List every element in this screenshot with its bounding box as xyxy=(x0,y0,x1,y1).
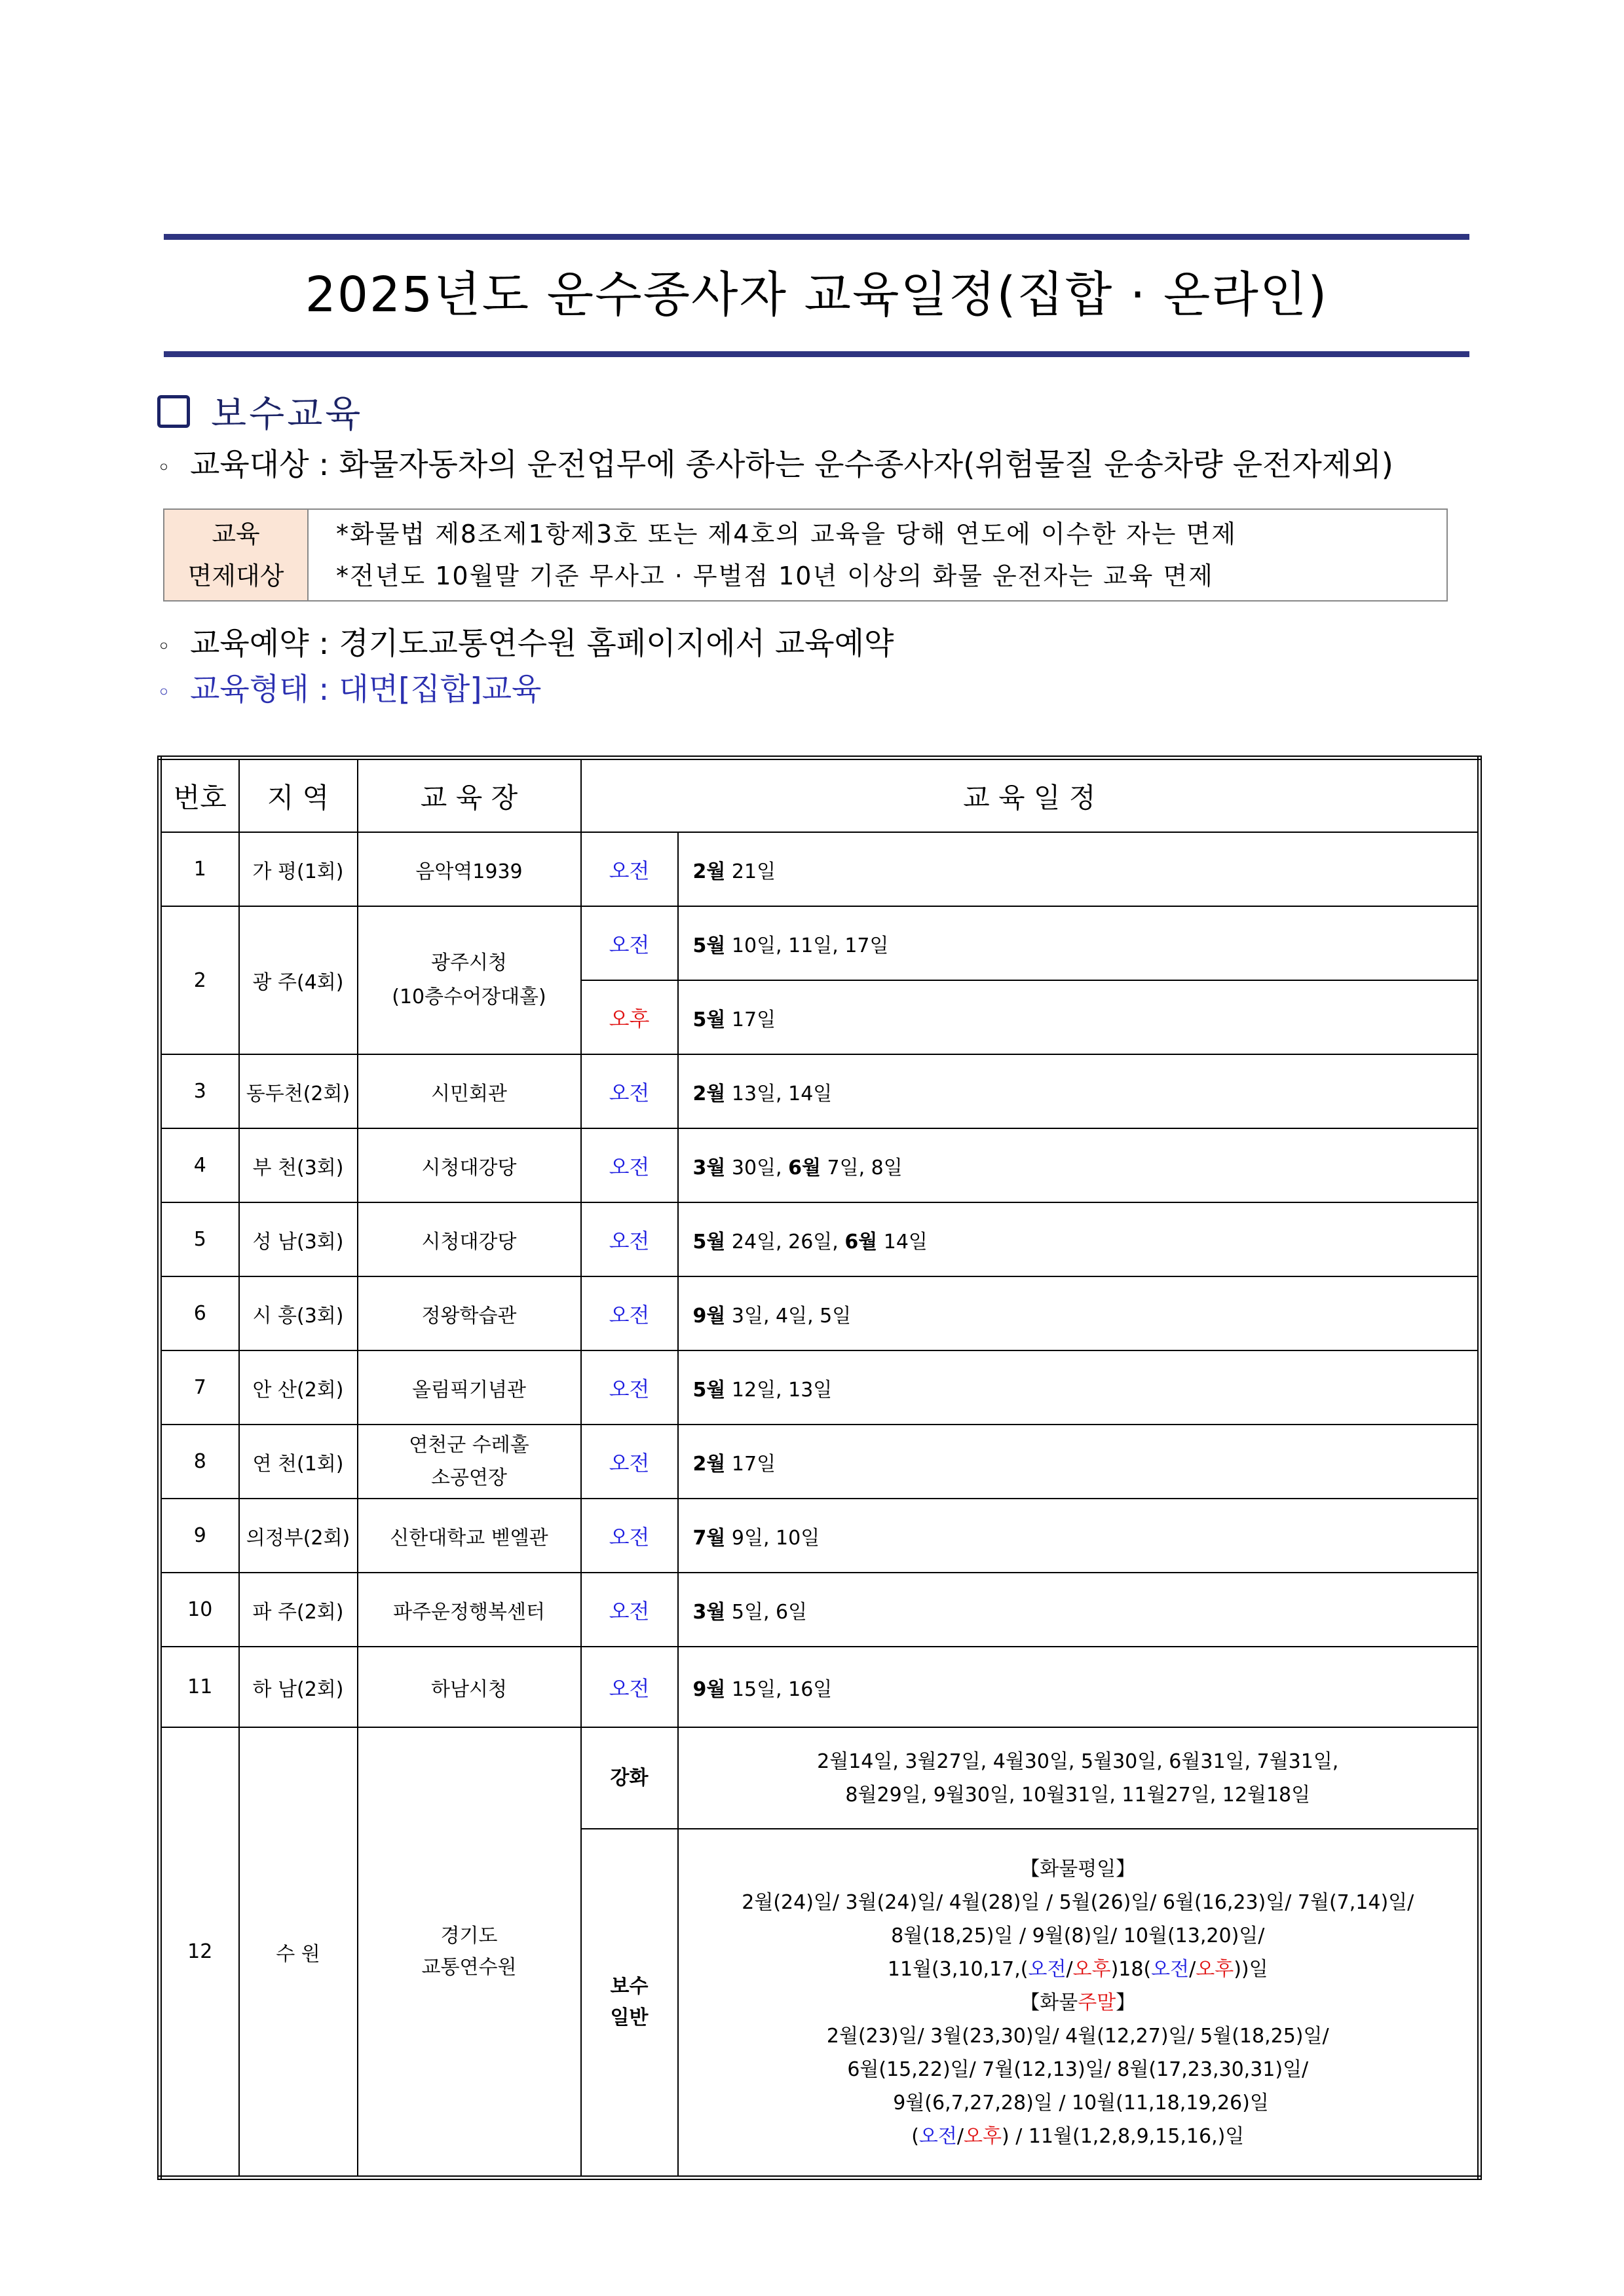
table-row xyxy=(160,832,1480,906)
row-dates xyxy=(678,1573,1480,1647)
row-no: 11 xyxy=(160,1647,239,1727)
dates: 15일, 16일 xyxy=(725,1677,833,1701)
text: ( xyxy=(911,2124,919,2148)
target-text: 교육대상 : 화물자동차의 운전업무에 종사하는 운수종사자(위험물질 운송차량 운전자제외) xyxy=(190,447,1393,483)
table-row xyxy=(160,1499,1480,1573)
weekend-heading xyxy=(679,1986,1478,2019)
weekend-label: 주말 xyxy=(1078,1991,1116,2014)
row-region: 동두천(2회) xyxy=(239,1054,358,1128)
month: 2월 xyxy=(692,1082,726,1105)
text: ))일 xyxy=(1234,1957,1268,1981)
month: 5월 xyxy=(692,1008,726,1031)
month: 6월 xyxy=(844,1230,878,1253)
text: )18( xyxy=(1110,1957,1152,1981)
row-dates xyxy=(678,1647,1480,1727)
slash: / xyxy=(1066,1957,1073,1981)
month: 9월 xyxy=(692,1304,726,1328)
month: 5월 xyxy=(692,1378,726,1402)
row-venue xyxy=(358,1425,581,1499)
bullet-format xyxy=(157,665,541,709)
bullet-marker: ◦ xyxy=(157,634,171,660)
month: 5월 xyxy=(692,934,726,957)
schedule-table xyxy=(157,756,1482,2180)
exemption-line1: *화물법 제8조제1항제3호 또는 제4호의 교육을 당해 연도에 이수한 자는 면제 xyxy=(336,520,1237,548)
row-venue xyxy=(358,906,581,1054)
type-line1: 보수 xyxy=(610,1975,649,1998)
table-row xyxy=(160,1128,1480,1202)
row-session: 오전 xyxy=(581,1573,678,1647)
table-row xyxy=(160,1573,1480,1647)
reinforce-dates xyxy=(678,1727,1480,1829)
bullet-reservation xyxy=(157,619,894,663)
row-venue: 시청대강당 xyxy=(358,1128,581,1202)
row-region: 시 흥(3회) xyxy=(239,1276,358,1350)
month: 5월 xyxy=(692,1230,726,1253)
row-venue: 시청대강당 xyxy=(358,1202,581,1276)
venue-line2: (10층수어장대홀) xyxy=(392,985,546,1008)
row-session: 오전 xyxy=(581,1499,678,1573)
venue-line1: 연천군 수레홀 xyxy=(409,1433,529,1457)
row-session: 오전 xyxy=(581,1425,678,1499)
dates: 3일, 4일, 5일 xyxy=(725,1304,852,1328)
row-region: 하 남(2회) xyxy=(239,1647,358,1727)
dates: 13일, 14일 xyxy=(725,1082,833,1105)
row-region: 안 산(2회) xyxy=(239,1350,358,1425)
am-label: 오전 xyxy=(918,2124,957,2148)
header-no: 번호 xyxy=(160,758,239,833)
table-row xyxy=(160,1727,1480,1829)
row-no: 12 xyxy=(160,1727,239,2178)
slash: / xyxy=(956,2124,964,2148)
month: 9월 xyxy=(692,1677,726,1701)
section-title: 보수교육 xyxy=(211,393,364,436)
weekend-line1: 2월(23)일/ 3월(23,30)일/ 4월(12,27)일/ 5월(18,25)일/ xyxy=(826,2024,1329,2048)
row-venue: 파주운정행복센터 xyxy=(358,1573,581,1647)
row-no: 5 xyxy=(160,1202,239,1276)
row-venue: 음악역1939 xyxy=(358,832,581,906)
text: 【화물 xyxy=(1020,1991,1078,2014)
row-no: 4 xyxy=(160,1128,239,1202)
month: 7월 xyxy=(692,1526,726,1550)
row-dates xyxy=(678,1499,1480,1573)
row-region: 광 주(4회) xyxy=(239,906,358,1054)
row-session: 오전 xyxy=(581,832,678,906)
table-row xyxy=(160,1202,1480,1276)
row-session: 오전 xyxy=(581,1276,678,1350)
slash: / xyxy=(1189,1957,1196,1981)
row-dates xyxy=(678,980,1480,1054)
row-region: 연 천(1회) xyxy=(239,1425,358,1499)
row-session: 오전 xyxy=(581,1128,678,1202)
exemption-line2: *전년도 10월말 기준 무사고 · 무벌점 10년 이상의 화물 운전자는 교육 면제 xyxy=(336,562,1214,590)
weekend-line2: 6월(15,22)일/ 7월(12,13)일/ 8월(17,23,30,31)일/ xyxy=(847,2057,1309,2081)
header-schedule: 교 육 일 정 xyxy=(581,758,1480,833)
row-dates xyxy=(678,1054,1480,1128)
month: 3월 xyxy=(692,1156,726,1179)
row-dates xyxy=(678,1350,1480,1425)
table-row xyxy=(160,1647,1480,1727)
row-venue: 올림픽기념관 xyxy=(358,1350,581,1425)
row-session: 오전 xyxy=(581,1202,678,1276)
weekend-line3: 9월(6,7,27,28)일 / 10월(11,18,19,26)일 xyxy=(886,2091,1269,2114)
row-venue: 시민회관 xyxy=(358,1054,581,1128)
dates: 9일, 10일 xyxy=(725,1526,820,1550)
row-session: 오전 xyxy=(581,1350,678,1425)
dates: 30일, xyxy=(725,1156,789,1179)
row-region: 수 원 xyxy=(239,1727,358,2178)
format-text: 교육형태 : 대면[집합]교육 xyxy=(190,672,542,708)
row-dates xyxy=(678,1425,1480,1499)
am-label: 오전 xyxy=(1028,1957,1067,1981)
dates: 12일, 13일 xyxy=(725,1378,833,1402)
page-title: 2025년도 운수종사자 교육일정(집합 · 온라인) xyxy=(305,267,1329,323)
checkbox-square-icon xyxy=(157,395,190,428)
exemption-box xyxy=(163,508,1448,602)
reinforce-line1: 2월14일, 3월27일, 4월30일, 5월30일, 6월31일, 7월31일, xyxy=(817,1750,1339,1773)
exemption-text xyxy=(309,510,1237,600)
row-dates xyxy=(678,1128,1480,1202)
table-row xyxy=(160,1054,1480,1128)
row-no: 6 xyxy=(160,1276,239,1350)
dates: 24일, 26일, xyxy=(725,1230,845,1253)
pm-label: 오후 xyxy=(1196,1957,1234,1981)
row-type-reinforce: 강화 xyxy=(581,1727,678,1829)
weekday-line2: 8월(18,25)일 / 9월(8)일/ 10월(13,20)일/ xyxy=(891,1924,1265,1947)
month: 2월 xyxy=(692,1452,726,1476)
row-no: 3 xyxy=(160,1054,239,1128)
weekday-line1: 2월(24)일/ 3월(24)일/ 4월(28)일 / 5월(26)일/ 6월(16,23)일/ 7월(7,14)일/ xyxy=(742,1890,1414,1914)
dates: 10일, 11일, 17일 xyxy=(725,934,889,957)
reservation-text: 교육예약 : 경기도교통연수원 홈페이지에서 교육예약 xyxy=(190,626,894,662)
row-no: 8 xyxy=(160,1425,239,1499)
row-no: 9 xyxy=(160,1499,239,1573)
row-region: 파 주(2회) xyxy=(239,1573,358,1647)
row-no: 2 xyxy=(160,906,239,1054)
row-dates xyxy=(678,1276,1480,1350)
top-rule xyxy=(164,234,1469,240)
am-label: 오전 xyxy=(1151,1957,1190,1981)
pm-label: 오후 xyxy=(1072,1957,1111,1981)
venue-line2: 소공연장 xyxy=(431,1466,507,1489)
row-dates xyxy=(678,832,1480,906)
row-dates xyxy=(678,1202,1480,1276)
month: 6월 xyxy=(788,1156,821,1179)
header-venue: 교 육 장 xyxy=(358,758,581,833)
exemption-label-line2: 면제대상 xyxy=(187,562,284,590)
dates: 14일 xyxy=(877,1230,928,1253)
row-session: 오전 xyxy=(581,1647,678,1727)
row-region: 가 평(1회) xyxy=(239,832,358,906)
header-region: 지 역 xyxy=(239,758,358,833)
dates: 17일 xyxy=(725,1452,776,1476)
venue-line2: 교통연수원 xyxy=(421,1955,517,1979)
table-row xyxy=(160,1276,1480,1350)
venue-line1: 경기도 xyxy=(440,1924,498,1947)
row-session: 오후 xyxy=(581,980,678,1054)
dates: 21일 xyxy=(725,860,776,883)
row-session: 오전 xyxy=(581,1054,678,1128)
dates: 5일, 6일 xyxy=(725,1600,808,1624)
bullet-marker: ◦ xyxy=(157,679,171,706)
row-type-general xyxy=(581,1829,678,2178)
exemption-label xyxy=(164,510,309,600)
month: 3월 xyxy=(692,1600,726,1624)
table-header-row xyxy=(160,758,1480,833)
weekend-line4 xyxy=(679,2120,1478,2153)
row-venue xyxy=(358,1727,581,2178)
row-region: 부 천(3회) xyxy=(239,1128,358,1202)
row-venue: 하남시청 xyxy=(358,1647,581,1727)
general-dates xyxy=(678,1829,1480,2178)
row-dates xyxy=(678,906,1480,980)
row-no: 7 xyxy=(160,1350,239,1425)
reinforce-line2: 8월29일, 9월30일, 10월31일, 11월27일, 12월18일 xyxy=(845,1783,1311,1807)
row-no: 10 xyxy=(160,1573,239,1647)
table-row xyxy=(160,906,1480,980)
text: 11월(3,10,17,( xyxy=(887,1957,1029,1981)
text: 】 xyxy=(1116,1991,1136,2014)
weekday-line3 xyxy=(679,1953,1478,1986)
row-region: 의정부(2회) xyxy=(239,1499,358,1573)
type-line2: 일반 xyxy=(610,2006,649,2029)
text: ) / 11월(1,2,8,9,15,16,)일 xyxy=(1001,2124,1245,2148)
row-venue: 신한대학교 벧엘관 xyxy=(358,1499,581,1573)
row-no: 1 xyxy=(160,832,239,906)
dates: 7일, 8일 xyxy=(820,1156,903,1179)
weekday-heading: 【화물평일】 xyxy=(1020,1857,1136,1881)
table-row xyxy=(160,1425,1480,1499)
bullet-target xyxy=(157,440,1393,484)
bullet-marker: ◦ xyxy=(157,455,171,481)
row-venue: 정왕학습관 xyxy=(358,1276,581,1350)
month: 2월 xyxy=(692,860,726,883)
dates: 17일 xyxy=(725,1008,776,1031)
exemption-label-line1: 교육 xyxy=(212,520,260,548)
section-heading xyxy=(157,388,363,435)
row-session: 오전 xyxy=(581,906,678,980)
table-row xyxy=(160,1350,1480,1425)
venue-line1: 광주시청 xyxy=(431,951,507,974)
pm-label: 오후 xyxy=(963,2124,1002,2148)
bottom-rule xyxy=(164,351,1469,357)
row-region: 성 남(3회) xyxy=(239,1202,358,1276)
